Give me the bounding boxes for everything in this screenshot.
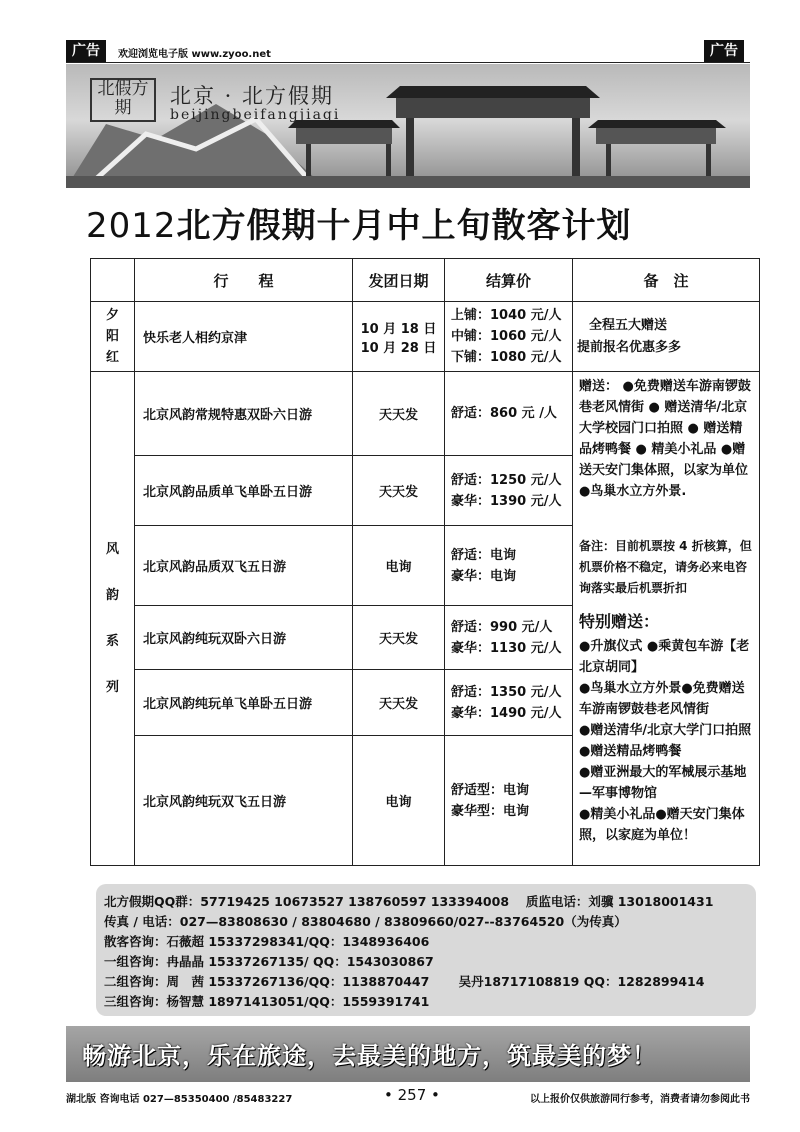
ticket-note: 备注：目前机票按 4 折核算，但机票价格不稳定，请务必来电咨询落实最后机票折扣 <box>579 539 752 595</box>
price-cell: 上铺：1040 元/人 中铺：1060 元/人 下铺：1080 元/人 <box>445 302 573 372</box>
route-cell: 北京风韵品质双飞五日游 <box>135 526 353 606</box>
route-cell: 北京风韵纯玩双卧六日游 <box>135 606 353 670</box>
special-gift-item: ●赠亚洲最大的军械展示基地—军事博物馆 <box>579 765 747 801</box>
date-cell: 天天发 <box>353 456 445 526</box>
special-gift-item: ●赠送精品烤鸭餐 <box>579 744 682 759</box>
page-number: • 257 • <box>384 1086 440 1104</box>
date-cell: 天天发 <box>353 606 445 670</box>
banner <box>66 64 750 188</box>
date-cell: 10 月 18 日 10 月 28 日 <box>353 302 445 372</box>
header-note: 备 注 <box>573 259 760 302</box>
fengyun-notes <box>573 372 760 866</box>
price-cell: 舒适型：电询 豪华型：电询 <box>445 736 573 866</box>
route-cell: 快乐老人相约京津 <box>135 302 353 372</box>
price-cell: 舒适：860 元 /人 <box>445 372 573 456</box>
ad-label-right: 广告 <box>704 40 744 62</box>
contact-group-3: 三组咨询：杨智慧 18971413051/QQ：1559391741 <box>104 994 430 1009</box>
special-gift-heading: 特别赠送： <box>579 612 660 631</box>
price-cell: 舒适：1250 元/人 豪华：1390 元/人 <box>445 456 573 526</box>
date-cell: 天天发 <box>353 670 445 736</box>
table-row <box>91 372 760 456</box>
route-cell: 北京风韵纯玩单飞单卧五日游 <box>135 670 353 736</box>
table-row <box>91 302 760 372</box>
header-series <box>91 259 135 302</box>
contact-group-1: 一组咨询：冉晶晶 15337267135/ QQ：1543030867 <box>104 954 434 969</box>
header-route: 行 程 <box>135 259 353 302</box>
route-cell: 北京风韵纯玩双飞五日游 <box>135 736 353 866</box>
welcome-text: 欢迎浏览电子版 www.zyoo.net <box>118 49 271 60</box>
price-cell: 舒适：990 元/人 豪华：1130 元/人 <box>445 606 573 670</box>
banner-subtitle: beijingbeifangjiaqi <box>170 107 341 123</box>
contact-panel <box>96 884 756 1016</box>
special-gift-item: ●升旗仪式 ●乘黄包车游【老北京胡同】 <box>579 639 750 675</box>
footer-edition: 湖北版 咨询电话 027—85350400 /85483227 <box>66 1094 293 1105</box>
contact-fax-phone: 传真 / 电话：027—83808630 / 83804680 / 83809660/027--83764520（为传真） <box>104 914 627 929</box>
banner-title: 北京 · 北方假期 <box>170 84 335 108</box>
series-xiyanghong: 夕 阳 红 <box>91 302 135 372</box>
special-gift-item: ●鸟巢水立方外景●免费赠送车游南锣鼓巷老风情街 <box>579 681 745 717</box>
route-cell: 北京风韵品质单飞单卧五日游 <box>135 456 353 526</box>
special-gift-item: ●赠送清华/北京大学门口拍照 <box>579 723 752 738</box>
note-cell: 全程五大赠送 提前报名优惠多多 <box>573 302 760 372</box>
header-date: 发团日期 <box>353 259 445 302</box>
header-price: 结算价 <box>445 259 573 302</box>
title-text: 北方假期十月中上旬散客计划 <box>176 206 632 246</box>
table-header-row <box>91 259 760 302</box>
special-gift-item: ●精美小礼品●赠天安门集体照，以家庭为单位！ <box>579 807 745 843</box>
contact-group-2: 二组咨询：周 茜 15337267136/QQ：1138870447 吴丹18717108819 QQ：1282899414 <box>104 974 705 989</box>
price-cell: 舒适：电询 豪华：电询 <box>445 526 573 606</box>
gift-note: 赠送： ●免费赠送车游南锣鼓巷老风情街 ● 赠送清华/北京大学校园门口拍照 ● 赠送精品烤鸭餐 ● 精美小礼品 ●赠送天安门集体照，以家为单位 ●鸟巢水立方外景. <box>579 379 751 499</box>
date-cell: 电询 <box>353 736 445 866</box>
footer-disclaimer: 以上报价仅供旅游同行参考，消费者请勿参阅此书 <box>530 1094 750 1105</box>
ad-label-left: 广告 <box>66 40 106 62</box>
date-cell: 天天发 <box>353 372 445 456</box>
brand-logo: 北假方期 <box>90 78 156 122</box>
great-wall-gate-illustration <box>66 64 750 188</box>
slogan-text: 畅游北京，乐在旅途，去最美的地方，筑最美的梦！ <box>82 1042 657 1070</box>
contact-individual: 散客咨询：石薇超 15337298341/QQ：1348936406 <box>104 934 430 949</box>
contact-qq-group: 北方假期QQ群：57719425 10673527 138760597 133394008 质监电话：刘骥 13018001431 <box>104 894 714 909</box>
route-cell: 北京风韵常规特惠双卧六日游 <box>135 372 353 456</box>
price-cell: 舒适：1350 元/人 豪华：1490 元/人 <box>445 670 573 736</box>
series-fengyun: 风 韵 系 列 <box>91 372 135 866</box>
page-title <box>86 198 726 247</box>
date-cell: 电询 <box>353 526 445 606</box>
tour-plan-table <box>90 258 760 866</box>
title-year: 2012 <box>86 206 177 246</box>
slogan-banner <box>66 1026 750 1082</box>
